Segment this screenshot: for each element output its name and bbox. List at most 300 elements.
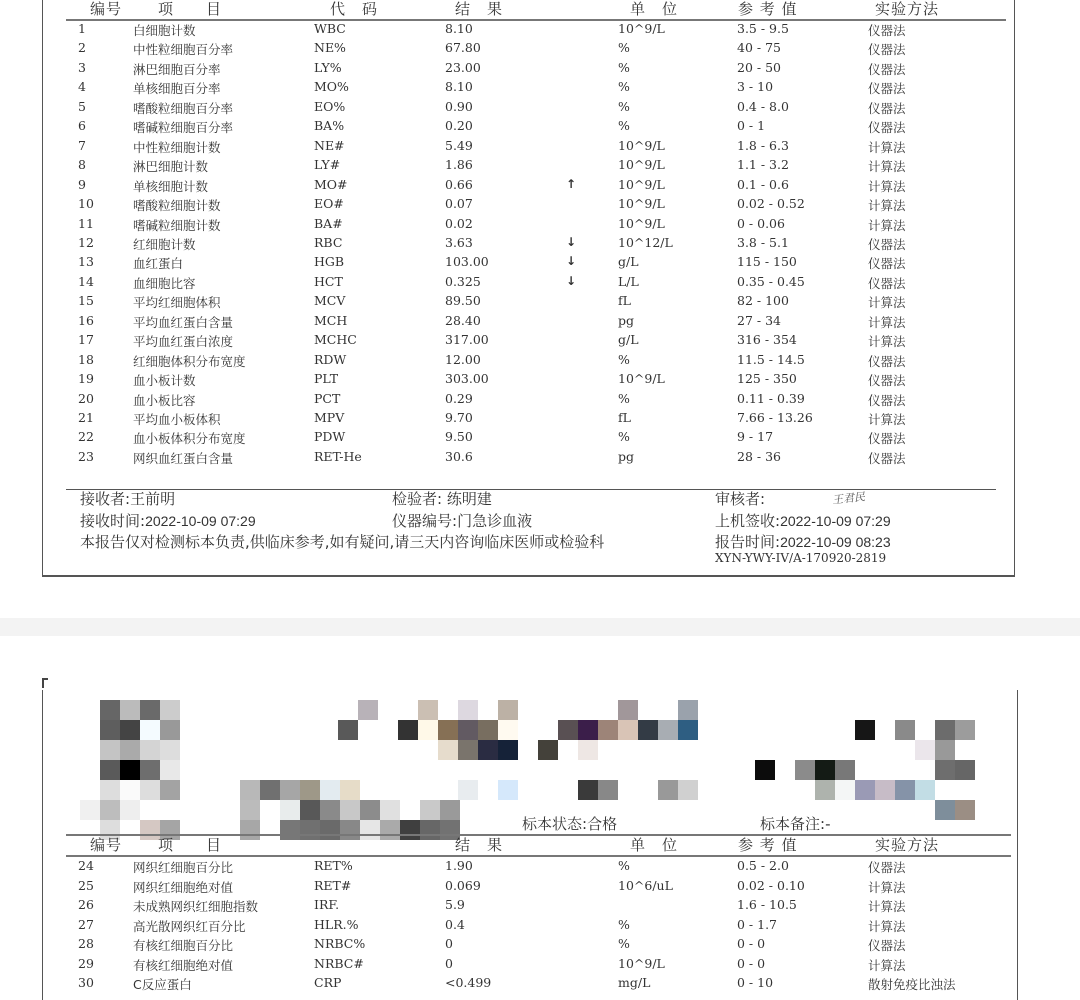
test-code: PCT xyxy=(314,390,341,406)
test-unit: 10^9/L xyxy=(618,371,665,387)
header-ref: 参 考 值 xyxy=(738,0,798,18)
test-result: 0 xyxy=(445,936,453,951)
test-method: 计算法 xyxy=(868,217,906,233)
test-name: 嗜酸粒细胞百分率 xyxy=(133,100,234,116)
test-code: PDW xyxy=(314,429,346,445)
reviewer-label: 审核者: xyxy=(715,490,766,508)
reference-range: 3.8 - 5.1 xyxy=(737,234,789,250)
test-result: <0.499 xyxy=(445,975,492,990)
test-unit: fL xyxy=(618,293,631,309)
test-result: 8.10 xyxy=(445,79,473,95)
test-name: 未成熟网织红细胞指数 xyxy=(133,899,259,914)
redaction-block xyxy=(578,780,598,800)
test-unit: % xyxy=(618,40,630,56)
redaction-block xyxy=(120,760,140,780)
test-code: PLT xyxy=(314,371,339,387)
test-unit: % xyxy=(618,916,630,932)
specimen-remark-value: - xyxy=(825,815,831,833)
test-method: 计算法 xyxy=(868,899,906,914)
redaction-block xyxy=(438,720,458,740)
row-number: 29 xyxy=(78,955,94,971)
row-number: 4 xyxy=(78,79,86,95)
test-name: 高光散网织红百分比 xyxy=(133,918,246,934)
test-unit: fL xyxy=(618,410,631,425)
tester-name: 练明建 xyxy=(446,490,492,508)
test-code: NE% xyxy=(314,40,346,56)
test-unit: % xyxy=(618,351,630,367)
test-code: LY# xyxy=(314,157,341,173)
redaction-block xyxy=(458,740,478,760)
reviewer-signature: 王君民 xyxy=(831,490,866,507)
test-method: 仪器法 xyxy=(868,353,906,369)
header-rule-bottom-2 xyxy=(66,855,1011,857)
redaction-block xyxy=(538,740,558,760)
row-number: 11 xyxy=(78,215,94,231)
table-row xyxy=(0,391,973,411)
redaction-block xyxy=(915,740,935,760)
test-name: 有核红细胞百分比 xyxy=(133,938,234,953)
redaction-block xyxy=(418,700,438,720)
header-no: 编号 xyxy=(90,836,123,854)
redaction-block xyxy=(398,720,418,740)
row-number: 7 xyxy=(78,137,86,153)
report-time-line xyxy=(715,531,891,552)
test-result: 0.07 xyxy=(445,196,473,212)
redaction-block xyxy=(578,740,598,760)
row-number: 25 xyxy=(78,877,94,893)
redaction-block xyxy=(160,700,180,720)
table-row xyxy=(0,410,973,430)
row-number: 23 xyxy=(78,448,94,464)
redaction-block xyxy=(835,780,855,800)
table-row xyxy=(0,274,973,294)
test-result: 0.29 xyxy=(445,390,473,406)
specimen-status xyxy=(522,813,617,834)
test-code: RDW xyxy=(314,351,347,367)
redaction-block xyxy=(895,720,915,740)
header-unit: 单 位 xyxy=(630,836,679,854)
test-name: 嗜碱粒细胞百分率 xyxy=(133,120,234,136)
redaction-block xyxy=(100,780,120,800)
abnormal-flag-icon: ↓ xyxy=(566,254,577,269)
row-number: 3 xyxy=(78,59,86,75)
row-number: 18 xyxy=(78,351,94,367)
test-method: 仪器法 xyxy=(868,81,906,97)
test-name: 单核细胞百分率 xyxy=(133,81,221,97)
test-result: 0.069 xyxy=(445,877,481,893)
row-number: 21 xyxy=(78,410,94,425)
test-result: 0.66 xyxy=(445,176,473,192)
redaction-block xyxy=(360,800,380,820)
test-name: 红细胞计数 xyxy=(133,236,196,252)
test-unit: % xyxy=(618,858,630,873)
row-number: 12 xyxy=(78,234,94,250)
redaction-block xyxy=(320,800,340,820)
test-code: IRF. xyxy=(314,897,340,912)
redaction-block xyxy=(835,760,855,780)
reference-range: 0 - 0 xyxy=(737,955,766,971)
disclaimer: 本报告仅对检测标本负责,供临床参考,如有疑问,请三天内咨询临床医师或检验科 xyxy=(80,533,605,551)
test-code: BA# xyxy=(314,215,343,231)
test-result: 317.00 xyxy=(445,332,489,348)
row-number: 17 xyxy=(78,332,94,348)
test-code: NRBC% xyxy=(314,936,366,951)
test-unit: % xyxy=(618,79,630,95)
table-row xyxy=(0,99,973,119)
test-code: MO# xyxy=(314,176,348,192)
test-result: 9.70 xyxy=(445,410,473,425)
redaction-block xyxy=(458,780,478,800)
table-row xyxy=(0,196,973,216)
redaction-block xyxy=(598,780,618,800)
specimen-remark xyxy=(760,813,830,834)
redaction-block xyxy=(598,720,618,740)
redaction-block xyxy=(100,800,120,820)
reference-range: 0 - 1.7 xyxy=(737,916,778,932)
redaction-block xyxy=(160,780,180,800)
test-result: 1.90 xyxy=(445,858,473,873)
redaction-block xyxy=(558,720,578,740)
test-unit: 10^9/L xyxy=(618,137,665,153)
redaction-block xyxy=(440,800,460,820)
test-name: 平均血红蛋白含量 xyxy=(133,314,234,330)
test-unit: 10^6/uL xyxy=(618,877,673,893)
redaction-block xyxy=(120,800,140,820)
test-name: 嗜碱粒细胞计数 xyxy=(133,217,221,233)
redaction-block xyxy=(915,780,935,800)
table-row xyxy=(0,878,973,898)
row-number: 28 xyxy=(78,936,94,951)
row-number: 14 xyxy=(78,273,94,289)
test-unit: 10^12/L xyxy=(618,234,673,250)
receiver-name: 王前明 xyxy=(130,490,176,508)
redaction-block xyxy=(100,720,120,740)
test-method: 计算法 xyxy=(868,198,906,214)
abnormal-flag-icon: ↑ xyxy=(566,176,577,191)
test-method: 仪器法 xyxy=(868,450,906,466)
test-code: MCV xyxy=(314,293,346,309)
redaction-block xyxy=(478,720,498,740)
row-number: 22 xyxy=(78,429,94,445)
reference-range: 0 - 1 xyxy=(737,118,766,134)
report-time-label: 报告时间: xyxy=(715,533,781,551)
reference-range: 27 - 34 xyxy=(737,312,781,328)
redaction-block xyxy=(100,740,120,760)
table-row xyxy=(0,60,973,80)
row-number: 19 xyxy=(78,371,94,387)
onboard-label: 上机签收: xyxy=(715,512,781,530)
row-number: 20 xyxy=(78,390,94,406)
test-code: EO% xyxy=(314,98,346,114)
table-row xyxy=(0,118,973,138)
abnormal-flag-icon: ↓ xyxy=(566,234,577,249)
table-row xyxy=(0,917,973,937)
redaction-block xyxy=(815,780,835,800)
row-number: 5 xyxy=(78,98,86,114)
row-number: 1 xyxy=(78,21,86,36)
test-method: 仪器法 xyxy=(868,42,906,58)
test-code: RBC xyxy=(314,234,343,250)
test-result: 67.80 xyxy=(445,40,481,56)
test-name: 中性粒细胞百分率 xyxy=(133,42,234,58)
table-row xyxy=(0,858,973,878)
table-row xyxy=(0,157,973,177)
test-name: 淋巴细胞百分率 xyxy=(133,61,221,77)
test-method: 计算法 xyxy=(868,412,906,427)
table-row xyxy=(0,936,973,956)
test-result: 28.40 xyxy=(445,312,481,328)
redaction-block xyxy=(438,740,458,760)
row-number: 10 xyxy=(78,196,94,212)
test-result: 89.50 xyxy=(445,293,481,309)
test-name: 单核细胞计数 xyxy=(133,178,209,194)
header-method: 实验方法 xyxy=(875,836,940,854)
header-item: 项 目 xyxy=(158,836,223,854)
test-method: 计算法 xyxy=(868,957,906,973)
redaction-block xyxy=(280,780,300,800)
reference-range: 11.5 - 14.5 xyxy=(737,351,805,367)
tester-line xyxy=(392,488,492,509)
test-code: NRBC# xyxy=(314,955,364,971)
table-row xyxy=(0,235,973,255)
instrument-value: 门急诊血液 xyxy=(457,512,533,530)
test-method: 仪器法 xyxy=(868,392,906,408)
reference-range: 0.1 - 0.6 xyxy=(737,176,789,192)
test-unit: % xyxy=(618,98,630,114)
test-result: 0 xyxy=(445,955,453,971)
receive-time-label: 接收时间: xyxy=(80,512,146,530)
instrument-line xyxy=(392,510,532,531)
test-unit: pg xyxy=(618,312,635,328)
table-row xyxy=(0,216,973,236)
test-code: BA% xyxy=(314,118,345,134)
specimen-status-label: 标本状态: xyxy=(522,815,588,833)
test-method: 计算法 xyxy=(868,139,906,155)
test-name: 中性粒细胞计数 xyxy=(133,139,221,155)
redaction-block xyxy=(755,760,775,780)
test-unit: g/L xyxy=(618,332,639,348)
test-method: 计算法 xyxy=(868,314,906,330)
test-name: 血小板计数 xyxy=(133,373,196,389)
reference-range: 0 - 0.06 xyxy=(737,215,785,231)
test-name: 网织红细胞百分比 xyxy=(133,860,234,875)
test-method: 计算法 xyxy=(868,178,906,194)
redaction-block xyxy=(140,780,160,800)
header-code: 代 码 xyxy=(330,0,379,18)
redaction-block xyxy=(478,740,498,760)
test-code: LY% xyxy=(314,59,342,75)
receiver-line xyxy=(80,488,175,509)
test-result: 1.86 xyxy=(445,157,473,173)
redaction-block xyxy=(80,800,100,820)
reference-range: 0.02 - 0.10 xyxy=(737,877,805,893)
page-separator xyxy=(0,618,1080,636)
test-unit: g/L xyxy=(618,254,639,270)
reference-range: 316 - 354 xyxy=(737,332,797,348)
redaction-block xyxy=(140,700,160,720)
test-unit: 10^9/L xyxy=(618,955,665,971)
test-method: 计算法 xyxy=(868,295,906,311)
test-code: NE# xyxy=(314,137,345,153)
test-method: 仪器法 xyxy=(868,100,906,116)
redaction-block xyxy=(638,720,658,740)
redaction-block xyxy=(418,720,438,740)
redaction-block xyxy=(498,720,518,740)
redaction-block xyxy=(658,780,678,800)
test-unit: 10^9/L xyxy=(618,176,665,192)
header-method: 实验方法 xyxy=(875,0,940,18)
redaction-block xyxy=(855,780,875,800)
test-unit: % xyxy=(618,390,630,406)
test-unit: 10^9/L xyxy=(618,157,665,173)
redaction-block xyxy=(955,720,975,740)
table-row xyxy=(0,449,973,469)
specimen-remark-label: 标本备注: xyxy=(760,815,826,833)
table-row xyxy=(0,352,973,372)
row-number: 8 xyxy=(78,157,86,173)
test-result: 0.325 xyxy=(445,273,481,289)
test-code: CRP xyxy=(314,975,342,990)
redaction-block xyxy=(618,700,638,720)
test-code: EO# xyxy=(314,196,344,212)
test-result: 30.6 xyxy=(445,448,473,464)
reference-range: 20 - 50 xyxy=(737,59,781,75)
test-name: 嗜酸粒细胞计数 xyxy=(133,198,221,214)
redaction-block xyxy=(618,720,638,740)
test-method: 仪器法 xyxy=(868,938,906,953)
onboard-time-value: 2022-10-09 07:29 xyxy=(780,513,891,529)
test-unit: % xyxy=(618,936,630,951)
redaction-block xyxy=(338,720,358,740)
table-row xyxy=(0,293,973,313)
redaction-block xyxy=(100,760,120,780)
redaction-block xyxy=(498,780,518,800)
test-unit: % xyxy=(618,429,630,445)
test-result: 23.00 xyxy=(445,59,481,75)
reviewer-line xyxy=(715,488,765,509)
test-name: 血细胞比容 xyxy=(133,275,196,291)
test-result: 103.00 xyxy=(445,254,489,270)
reference-range: 3.5 - 9.5 xyxy=(737,21,789,36)
test-method: 计算法 xyxy=(868,334,906,350)
receive-time-line xyxy=(80,510,256,531)
test-result: 3.63 xyxy=(445,234,473,250)
row-number: 15 xyxy=(78,293,94,309)
redaction-block xyxy=(160,760,180,780)
row-number: 2 xyxy=(78,40,86,56)
page-corner-mark xyxy=(42,678,48,688)
reference-range: 82 - 100 xyxy=(737,293,789,309)
tester-label: 检验者: xyxy=(392,490,443,508)
test-name: 血小板体积分布宽度 xyxy=(133,431,246,447)
reference-range: 0.11 - 0.39 xyxy=(737,390,805,406)
reference-range: 0.02 - 0.52 xyxy=(737,196,805,212)
report-time-value: 2022-10-09 08:23 xyxy=(780,534,891,550)
row-number: 16 xyxy=(78,312,94,328)
redaction-block xyxy=(935,740,955,760)
test-name: C反应蛋白 xyxy=(133,977,192,992)
redaction-block xyxy=(678,720,698,740)
table-row xyxy=(0,177,973,197)
row-number: 27 xyxy=(78,916,94,932)
table-row xyxy=(0,40,973,60)
test-code: RET-He xyxy=(314,448,362,464)
test-method: 计算法 xyxy=(868,159,906,175)
specimen-status-value: 合格 xyxy=(587,815,618,833)
redaction-block xyxy=(120,780,140,800)
test-result: 0.4 xyxy=(445,916,465,932)
redaction-block xyxy=(160,740,180,760)
reference-range: 125 - 350 xyxy=(737,371,797,387)
test-method: 仪器法 xyxy=(868,256,906,272)
header-unit: 单 位 xyxy=(630,0,679,18)
table-row xyxy=(0,956,973,976)
redaction-block xyxy=(420,800,440,820)
test-method: 仪器法 xyxy=(868,431,906,447)
test-unit: 10^9/L xyxy=(618,196,665,212)
redaction-block xyxy=(935,800,955,820)
row-number: 13 xyxy=(78,254,94,270)
table-row xyxy=(0,21,973,41)
table-row xyxy=(0,138,973,158)
redaction-block xyxy=(955,760,975,780)
document-code: XYN-YWY-IV/A-170920-2819 xyxy=(715,551,887,565)
redaction-block xyxy=(120,740,140,760)
test-name: 红细胞体积分布宽度 xyxy=(133,353,246,369)
receiver-label: 接收者: xyxy=(80,490,131,508)
test-method: 仪器法 xyxy=(868,120,906,136)
redaction-block xyxy=(300,780,320,800)
header-no: 编号 xyxy=(90,0,123,18)
table-row xyxy=(0,254,973,274)
onboard-line xyxy=(715,510,891,531)
header-item: 项 目 xyxy=(158,0,223,18)
test-method: 仪器法 xyxy=(868,23,906,38)
reference-range: 3 - 10 xyxy=(737,79,774,95)
table-row xyxy=(0,79,973,99)
test-result: 0.90 xyxy=(445,98,473,114)
redaction-block xyxy=(120,720,140,740)
redaction-block xyxy=(658,720,678,740)
reference-range: 0.4 - 8.0 xyxy=(737,98,789,114)
reference-range: 1.8 - 6.3 xyxy=(737,137,789,153)
test-method: 仪器法 xyxy=(868,275,906,291)
reference-range: 0 - 10 xyxy=(737,975,774,990)
reference-range: 0.5 - 2.0 xyxy=(737,858,789,873)
test-unit: mg/L xyxy=(618,975,651,990)
test-result: 5.9 xyxy=(445,897,465,912)
header-ref: 参 考 值 xyxy=(738,836,798,854)
test-unit: % xyxy=(618,59,630,75)
test-result: 5.49 xyxy=(445,137,473,153)
reference-range: 0 - 0 xyxy=(737,936,766,951)
table-row xyxy=(0,897,973,917)
test-unit: pg xyxy=(618,448,635,464)
table-row xyxy=(0,332,973,352)
row-number: 6 xyxy=(78,118,86,134)
row-number: 24 xyxy=(78,858,94,873)
redaction-block xyxy=(578,720,598,740)
test-name: 有核红细胞绝对值 xyxy=(133,957,234,973)
redaction-block xyxy=(340,780,360,800)
redaction-block xyxy=(895,780,915,800)
redaction-block xyxy=(678,700,698,720)
test-method: 散射免疫比浊法 xyxy=(868,977,956,992)
test-result: 9.50 xyxy=(445,429,473,445)
reference-range: 9 - 17 xyxy=(737,429,774,445)
test-code: RET# xyxy=(314,877,352,893)
test-method: 计算法 xyxy=(868,918,906,934)
